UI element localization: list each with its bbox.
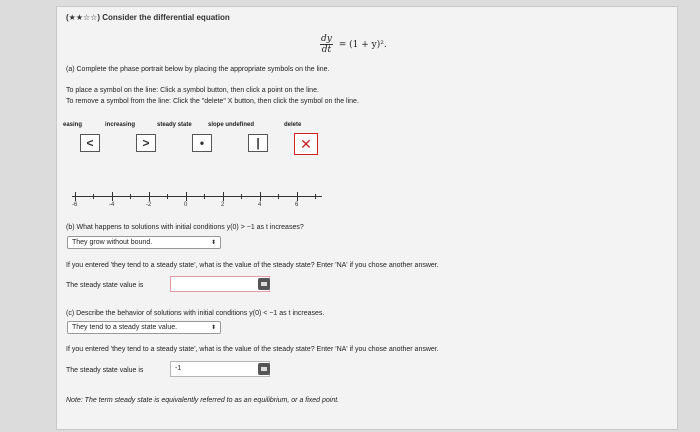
remove-help-text: To remove a symbol from the line: Click the "delete" X button, then click the symbol on the line. [66,98,359,105]
keyboard-icon[interactable] [258,278,270,290]
steady-state-label: steady state [157,122,192,128]
phase-line[interactable] [72,190,322,218]
delete-button[interactable] [294,133,318,155]
tick-mark [186,192,187,201]
dropdown-arrow-icon: ⬍ [210,240,216,246]
minor-tick [315,194,316,199]
problem-title [66,13,230,22]
delete-icon: ✕ [300,136,312,152]
part-b-question: (b) What happens to solutions with initial conditions y(0) > −1 as t increases? [66,224,304,231]
part-a-instruction: (a) Complete the phase portrait below by placing the appropriate symbols on the line. [66,66,330,73]
part-c-question: (c) Describe the behavior of solutions with initial conditions y(0) < −1 as t increases. [66,310,325,317]
decreasing-label: easing [63,122,83,128]
steady-state-icon: • [199,136,205,150]
difficulty-stars: (★★☆☆) [66,13,101,22]
tick-mark [75,192,76,201]
place-help-text: To place a symbol on the line: Click a symbol button, then click a point on the line. [66,87,319,94]
part-c-steady-value: -1 [175,365,182,372]
tick-label: 2 [221,202,225,208]
phase-line-axis [72,196,322,197]
tick-mark [223,192,224,201]
keyboard-icon[interactable] [258,363,270,375]
minor-tick [167,194,168,199]
dropdown-arrow-icon: ⬍ [210,325,216,331]
minor-tick [93,194,94,199]
delete-label: delete [284,122,302,128]
part-b-steady-input[interactable] [170,276,270,292]
tick-label: 6 [295,202,299,208]
part-b-followup: If you entered 'they tend to a steady state', what is the value of the steady state? Enter 'NA' if you chose another answer. [66,262,439,269]
minor-tick [130,194,131,199]
derivative-fraction [320,34,333,55]
part-b-dropdown[interactable] [67,236,221,249]
tick-mark [149,192,150,201]
part-c-followup: If you entered 'they tend to a steady state', what is the value of the steady state? Enter 'NA' if you chose another answer. [66,346,439,353]
tick-label: 0 [184,202,188,208]
tick-label: -6 [72,202,78,208]
fraction-denominator: dt [321,45,332,55]
increasing-label: increasing [105,122,136,128]
increasing-icon: > [142,136,150,150]
steady-state-button[interactable] [192,134,212,152]
slope-undefined-label: slope undefined [208,122,255,128]
dropdown-value: They tend to a steady state value. [72,324,178,331]
tick-mark [297,192,298,201]
differential-equation [320,34,387,55]
minor-tick [278,194,279,199]
note-text: Note: The term steady state is equivalently referred to as an equilibrium, or a fixed point. [66,397,340,404]
part-c-dropdown[interactable] [67,321,221,334]
title-text: Consider the differential equation [102,13,230,22]
minor-tick [241,194,242,199]
decreasing-button[interactable] [80,134,100,152]
tick-mark [112,192,113,201]
tick-label: -2 [146,202,152,208]
dropdown-value: They grow without bound. [72,239,153,246]
increasing-button[interactable] [136,134,156,152]
decreasing-icon: < [86,136,94,150]
tick-mark [260,192,261,201]
slope-undefined-button[interactable] [248,134,268,152]
tick-label: 4 [258,202,262,208]
tick-label: -4 [109,202,115,208]
part-c-steady-input[interactable] [170,361,270,377]
slope-undefined-icon: | [256,136,260,150]
minor-tick [204,194,205,199]
part-c-steady-label: The steady state value is [66,367,144,374]
equation-rhs: = (1 + y)². [338,39,387,50]
part-b-steady-label: The steady state value is [66,282,144,289]
fraction-numerator: dy [321,34,332,44]
